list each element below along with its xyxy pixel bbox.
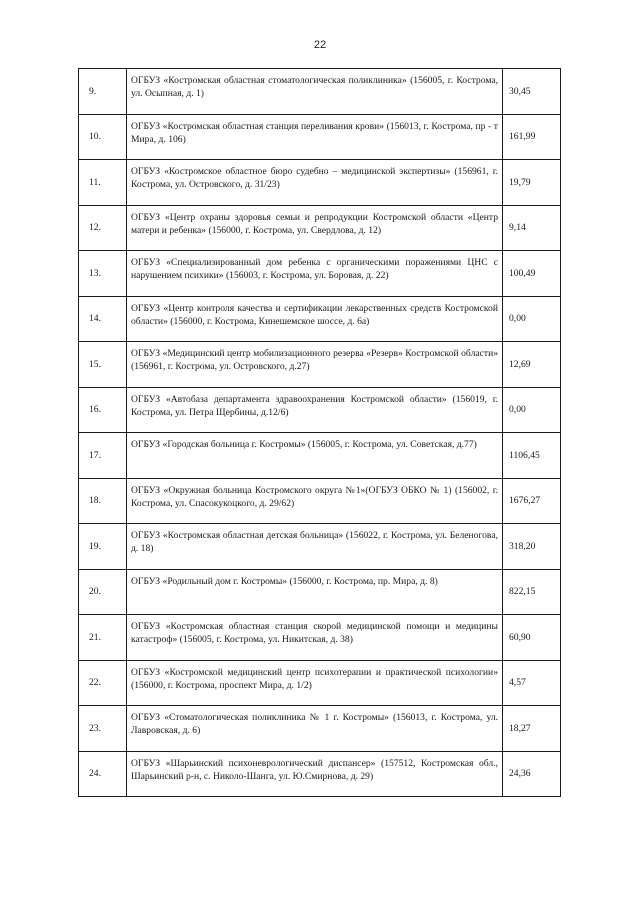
institution-name: ОГБУЗ «Родильный дом г. Костромы» (156000, г. Кострома, пр. Мира, д. 8): [127, 569, 503, 615]
institution-name: ОГБУЗ «Костромское областное бюро судебно – медицинской экспертизы» (156961, г. Кострома, ул. Островского, д. 31/23): [127, 160, 503, 206]
row-number: 16.: [79, 387, 127, 433]
table-row: [79, 205, 561, 251]
institution-name: ОГБУЗ «Центр охраны здоровья семьи и репродукции Костромской области «Центр матери и ребенка» (156000, г. Кострома, ул. Свердлова, д. 12): [127, 205, 503, 251]
table-row: [79, 751, 561, 797]
row-number: 12.: [79, 205, 127, 251]
institution-value: 1106,45: [503, 433, 561, 479]
institution-name: ОГБУЗ «Костромская областная детская больница» (156022, г. Кострома, ул. Беленогова, д. 18): [127, 524, 503, 570]
institution-value: 318,20: [503, 524, 561, 570]
institution-value: 1676,27: [503, 478, 561, 524]
institution-name: ОГБУЗ «Стоматологическая поликлиника № 1 г. Костромы» (156013, г. Кострома, ул. Лавровская, д. 6): [127, 706, 503, 752]
institution-value: 161,99: [503, 114, 561, 160]
institution-name: ОГБУЗ «Шарьинский психоневрологический диспансер» (157512, Костромская обл., Шарьинский р-н, с. Николо-Шанга, ул. Ю.Смирнова, д. 29): [127, 751, 503, 797]
row-number: 24.: [79, 751, 127, 797]
institution-value: 100,49: [503, 251, 561, 297]
institution-value: 19,79: [503, 160, 561, 206]
row-number: 23.: [79, 706, 127, 752]
institutions-table: [78, 68, 561, 797]
row-number: 21.: [79, 615, 127, 661]
row-number: 13.: [79, 251, 127, 297]
institution-name: ОГБУЗ «Городская больница г. Костромы» (156005, г. Кострома, ул. Советская, д.77): [127, 433, 503, 479]
institution-value: 9,14: [503, 205, 561, 251]
table-row: [79, 160, 561, 206]
institution-value: 24,36: [503, 751, 561, 797]
table-row: [79, 569, 561, 615]
institution-name: ОГБУЗ «Медицинский центр мобилизационного резерва «Резерв» Костромской области» (156961, г. Кострома, ул. Островского, д.27): [127, 342, 503, 388]
table-body: [79, 69, 561, 797]
institution-value: 18,27: [503, 706, 561, 752]
institution-value: 0,00: [503, 387, 561, 433]
institution-name: ОГБУЗ «Костромская областная стоматологическая поликлиника» (156005, г. Кострома, ул. Осыпная, д. 1): [127, 69, 503, 115]
institution-value: 30,45: [503, 69, 561, 115]
institution-name: ОГБУЗ «Окружная больница Костромского округа №1»(ОГБУЗ ОБКО № 1) (156002, г. Кострома, ул. Спасокукоцкого, д. 29/62): [127, 478, 503, 524]
table-row: [79, 478, 561, 524]
institution-value: 822,15: [503, 569, 561, 615]
institution-name: ОГБУЗ «Автобаза департамента здравоохранения Костромской области» (156019, г. Кострома, ул. Петра Щербины, д.12/6): [127, 387, 503, 433]
table-row: [79, 524, 561, 570]
institution-value: 0,00: [503, 296, 561, 342]
row-number: 10.: [79, 114, 127, 160]
row-number: 22.: [79, 660, 127, 706]
institution-name: ОГБУЗ «Костромская областная станция скорой медицинской помощи и медицины катастроф» (156005, г. Кострома, ул. Никитская, д. 38): [127, 615, 503, 661]
table-row: [79, 342, 561, 388]
row-number: 14.: [79, 296, 127, 342]
page-number: 22: [313, 39, 327, 51]
institution-value: 60,90: [503, 615, 561, 661]
row-number: 9.: [79, 69, 127, 115]
table-row: [79, 615, 561, 661]
table-row: [79, 387, 561, 433]
table-row: [79, 433, 561, 479]
table-row: [79, 706, 561, 752]
table-row: [79, 114, 561, 160]
row-number: 17.: [79, 433, 127, 479]
row-number: 11.: [79, 160, 127, 206]
row-number: 18.: [79, 478, 127, 524]
table-row: [79, 251, 561, 297]
table-row: [79, 660, 561, 706]
table-row: [79, 296, 561, 342]
row-number: 20.: [79, 569, 127, 615]
institution-value: 4,57: [503, 660, 561, 706]
institution-name: ОГБУЗ «Специализированный дом ребенка с органическими поражениями ЦНС с нарушением психики» (156003, г. Кострома, ул. Боровая, д. 22): [127, 251, 503, 297]
institution-name: ОГБУЗ «Костромской медицинский центр психотерапии и практической психологии» (156000, г. Кострома, проспект Мира, д. 1/2): [127, 660, 503, 706]
table-row: [79, 69, 561, 115]
institution-name: ОГБУЗ «Центр контроля качества и сертификации лекарственных средств Костромской области» (156000, г. Кострома, Кинешемское шоссе, д. 6а): [127, 296, 503, 342]
institution-name: ОГБУЗ «Костромская областная станция переливания крови» (156013, г. Кострома, пр - т Мира, д. 106): [127, 114, 503, 160]
institution-value: 12,69: [503, 342, 561, 388]
row-number: 19.: [79, 524, 127, 570]
row-number: 15.: [79, 342, 127, 388]
